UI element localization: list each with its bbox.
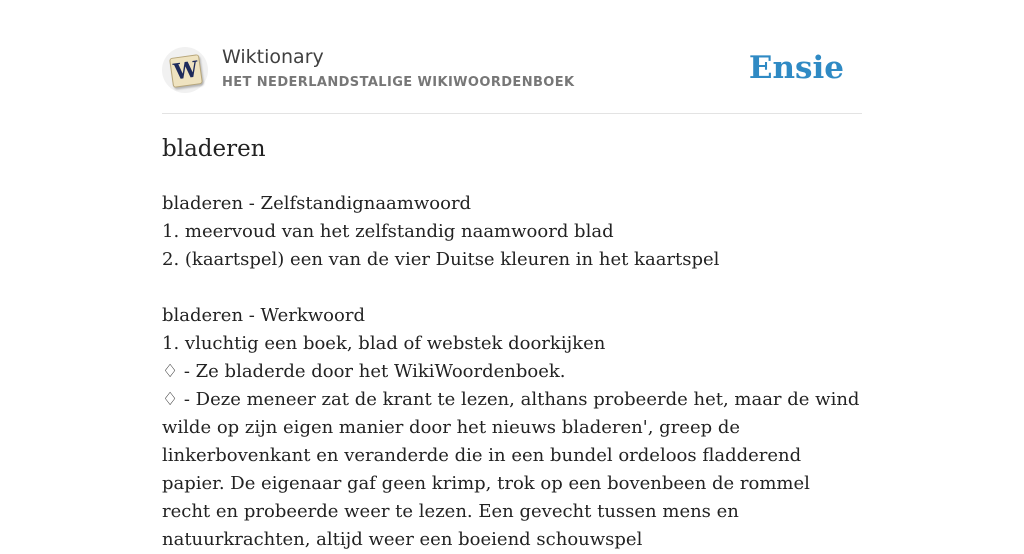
definition-line: 1. meervoud van het zelfstandig naamwoord blad <box>162 221 614 242</box>
site-subtitle: HET NEDERLANDSTALIGE WIKIWOORDENBOEK <box>222 75 575 90</box>
ensie-brand-logo[interactable]: Ensie <box>748 50 844 86</box>
entry-heading-verb: bladeren - Werkwoord <box>162 305 365 326</box>
definition-line: 2. (kaartspel) een van de vier Duitse kleuren in het kaartspel <box>162 249 720 270</box>
example-paragraph: ♢ - Deze meneer zat de krant te lezen, althans probeerde het, maar de wind wilde op zijn eigen manier door het nieuws bladeren', greep de linkerbovenkant en veranderde die in een bundel ordeloos fladderend papier. De eigenaar gaf geen krimp, trok op een bovenbeen de rommel recht en probeerde weer te lezen. Een gevecht tussen mens en natuurkrachten, altijd weer een boeiend schouwspel <box>162 389 860 550</box>
definition-line: 1. vluchtig een boek, blad of webstek doorkijken <box>162 333 606 354</box>
entry-heading-noun: bladeren - Zelfstandignaamwoord <box>162 193 472 214</box>
page-title: bladeren <box>162 136 266 162</box>
definition-content <box>162 190 862 554</box>
site-name[interactable]: Wiktionary <box>222 46 324 68</box>
site-header <box>162 40 862 114</box>
wiktionary-logo[interactable] <box>162 47 208 93</box>
spacer <box>162 274 862 302</box>
wiktionary-logo-icon: W <box>169 54 203 88</box>
example-line: ♢ - Ze bladerde door het WikiWoordenboek. <box>162 361 566 382</box>
